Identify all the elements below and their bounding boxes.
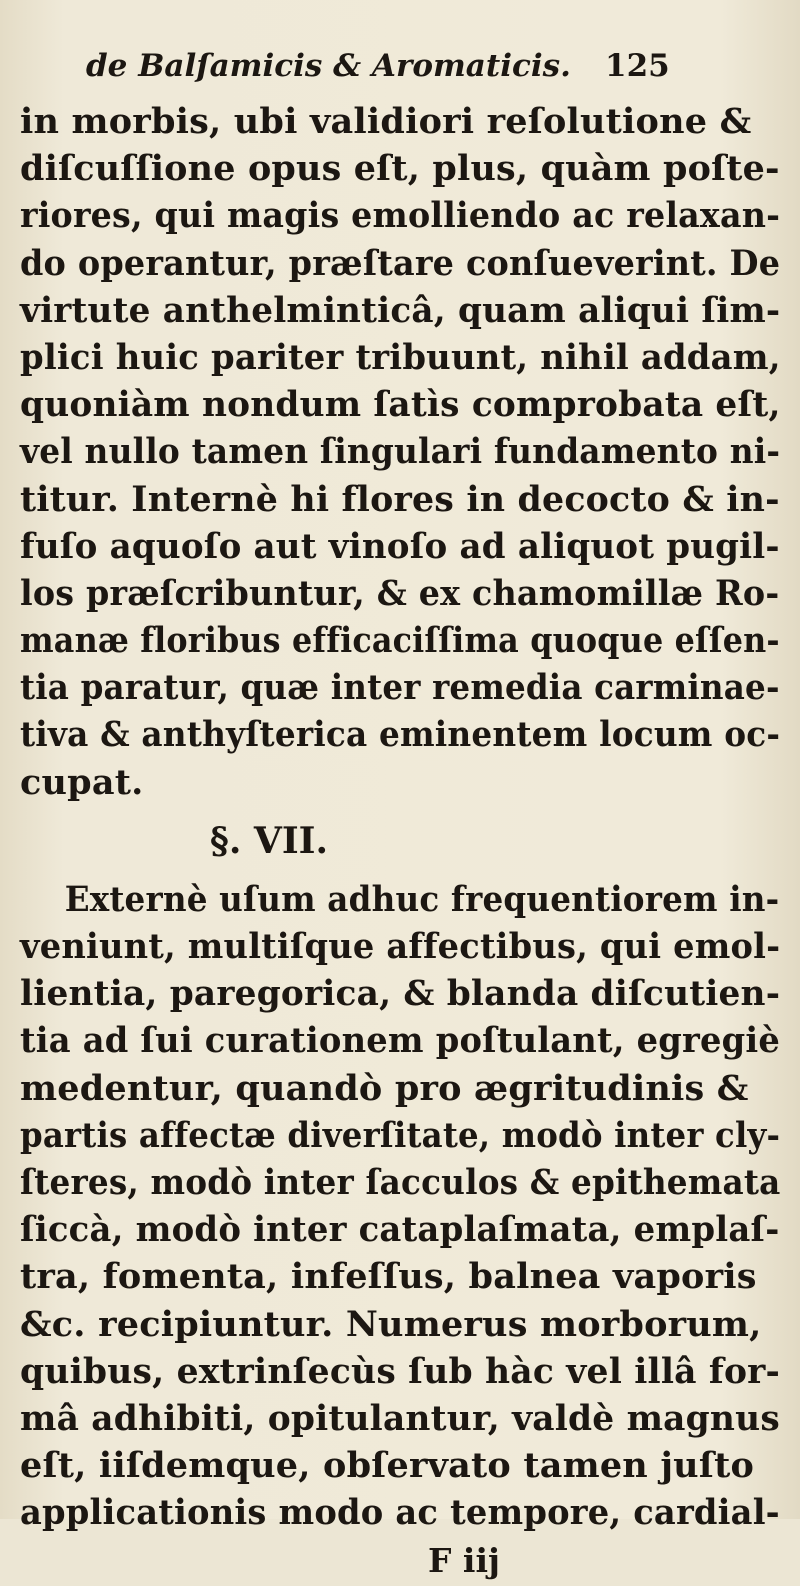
text-line: diſcuſſione opus eſt, plus, quàm poſte- <box>20 148 780 190</box>
text-line: veniunt, multiſque affectibus, qui emol- <box>20 926 781 967</box>
text-line: do operantur, præſtare conſueverint. De <box>20 242 781 284</box>
text-line: Externè uſum adhuc frequentiorem in- <box>64 878 780 920</box>
signature-mark: F iij <box>428 1541 500 1581</box>
text-line: tra, fomenta, infeſſus, balnea vaporis <box>20 1256 757 1298</box>
page-number: 125 <box>605 48 670 84</box>
text-line: tiva & anthyſterica eminentem locum oc- <box>20 714 781 756</box>
text-line: applicationis modo ac tempore, cardial- <box>20 1492 780 1534</box>
text-line: manæ floribus efficaciſſima quoque eſſen- <box>20 620 780 662</box>
text-line: fuſo aquoſo aut vinoſo ad aliquot pugil- <box>20 525 780 567</box>
text-line: riores, qui magis emolliendo ac relaxan- <box>20 195 781 237</box>
paragraph-2 <box>20 876 780 1537</box>
text-line: ſiccà, modò inter cataplaſmata, emplaſ- <box>20 1209 780 1251</box>
text-line: cupat. <box>20 761 144 803</box>
text-line: &c. recipiuntur. Numerus morborum, <box>20 1303 762 1345</box>
text-line: tia ad ſui curationem poſtulant, egregiè <box>20 1020 781 1062</box>
text-line: los præſcribuntur, & ex chamomillæ Ro- <box>20 572 780 614</box>
text-line: mâ adhibiti, opitulantur, valdè magnus <box>20 1397 780 1439</box>
running-title: de Balſamicis & Aromaticis. <box>86 48 571 84</box>
text-line: virtute anthelminticâ, quam aliqui ſim- <box>20 289 781 331</box>
text-line: plici huic pariter tribuunt, nihil addam, <box>20 336 781 378</box>
text-line: ſteres, modò inter ſacculos & epithemata <box>20 1161 781 1203</box>
text-line: lientia, paregorica, & blanda diſcutien- <box>20 973 781 1015</box>
text-line: tia paratur, quæ inter remedia carminae- <box>20 667 780 709</box>
text-line: partis affectæ diverſitate, modò inter cly- <box>20 1114 781 1156</box>
paragraph-1 <box>20 98 780 806</box>
text-line: in morbis, ubi validiori reſolutione & <box>20 101 752 142</box>
text-line: vel nullo tamen ſingulari fundamento ni- <box>20 431 781 473</box>
text-line: quibus, extrinſecùs ſub hàc vel illâ for- <box>20 1350 781 1392</box>
text-line: titur. Internè hi flores in decocto & in- <box>20 478 780 520</box>
section-heading: §. VII. <box>210 819 329 862</box>
body-text <box>20 98 780 1586</box>
text-line: eſt, iiſdemque, obſervato tamen juſto <box>20 1445 754 1487</box>
text-line: quoniàm nondum ſatìs comprobata eſt, <box>20 384 781 426</box>
text-line: medentur, quandò pro ægritudinis & <box>20 1067 749 1109</box>
